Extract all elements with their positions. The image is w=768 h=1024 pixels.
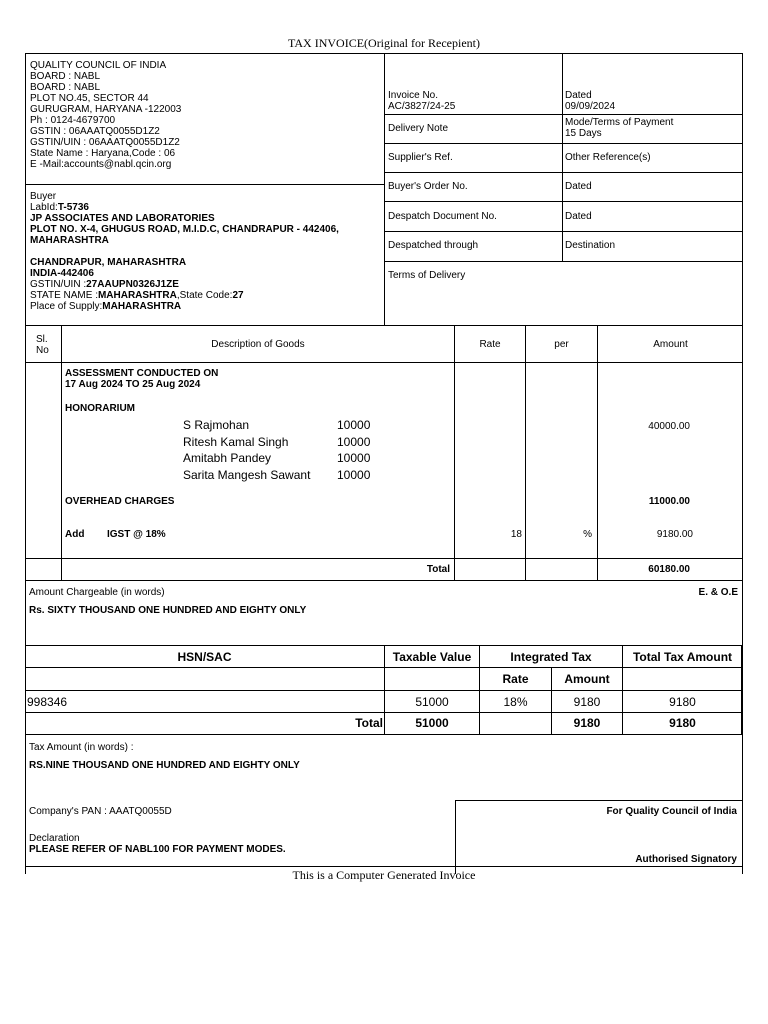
assessor-amount: 10000 — [337, 434, 371, 449]
assessor-amounts — [337, 417, 370, 483]
seller-phone: Ph : 0124-4679700 — [30, 115, 116, 126]
terms-of-delivery: Terms of Delivery — [388, 270, 466, 281]
taxable-value-header: Taxable Value — [392, 650, 472, 664]
hsn-total-label: Total — [355, 716, 383, 730]
buyer-address-line2: MAHARASHTRA — [30, 235, 109, 246]
taxable-value: 51000 — [415, 695, 449, 709]
goods-table — [25, 325, 743, 581]
seller-details — [30, 60, 181, 170]
buyer-name: JP ASSOCIATES AND LABORATORIES — [30, 213, 215, 224]
amount-in-words: Rs. SIXTY THOUSAND ONE HUNDRED AND EIGHTY ONLY — [29, 605, 307, 616]
total-tax-amount: 9180 — [669, 695, 696, 709]
seller-city: GURUGRAM, HARYANA -122003 — [30, 104, 182, 115]
igst-rate: 18 — [510, 529, 522, 540]
payment-terms: Mode/Terms of Payment 15 Days — [565, 117, 674, 139]
suppliers-ref: Supplier's Ref. — [388, 152, 453, 163]
hsn-code: 998346 — [27, 695, 68, 709]
col-header-rate: Rate — [479, 339, 501, 350]
amount-words-label: Amount Chargeable (in words) — [29, 587, 165, 598]
assessor-name: Ritesh Kamal Singh — [183, 434, 289, 449]
seller-board: BOARD : NABL — [30, 82, 101, 93]
seller-gstin-uin: GSTIN/UIN : 06AAATQ0055D1Z2 — [30, 137, 180, 148]
goods-total-label: Total — [426, 564, 450, 575]
tax-words-label: Tax Amount (in words) : — [29, 742, 134, 753]
seller-address: PLOT NO.45, SECTOR 44 — [30, 93, 149, 104]
tax-rate: 18% — [503, 695, 528, 709]
authorised-signatory: Authorised Signatory — [635, 854, 737, 865]
total-tax-header: Total Tax Amount — [632, 650, 733, 664]
add-label: Add — [65, 529, 85, 540]
tax-amount-header: Amount — [564, 672, 610, 686]
hsn-header: HSN/SAC — [177, 650, 232, 664]
computer-generated-note: This is a Computer Generated Invoice — [292, 868, 476, 882]
seller-gstin: GSTIN : 06AAATQ0055D1Z2 — [30, 126, 160, 137]
invoice-number: Invoice No. AC/3827/24-25 — [388, 90, 456, 112]
assessor-amount: 10000 — [337, 451, 371, 465]
col-header-sl: Sl. No — [36, 334, 49, 356]
buyer-country: INDIA-442406 — [30, 268, 94, 279]
buyer-labid: LabId:T-5736 — [30, 202, 89, 213]
buyer-gstin: GSTIN/UIN :27AAUPN0326J1ZE — [30, 279, 179, 290]
buyers-order-date: Dated — [565, 181, 592, 192]
buyer-place-of-supply: Place of Supply:MAHARASHTRA — [30, 301, 182, 312]
hsn-total-total-tax: 9180 — [669, 716, 696, 730]
assessor-name: Amitabh Pandey — [183, 451, 272, 465]
invoice-date: Dated 09/09/2024 — [565, 90, 616, 112]
seller-board: BOARD : NABL — [30, 71, 101, 82]
assessment-period: ASSESSMENT CONDUCTED ON 17 Aug 2024 TO 25 Aug 2024 — [65, 368, 219, 390]
assessor-names — [183, 417, 310, 483]
buyer-heading: Buyer — [30, 191, 57, 202]
company-pan: Company's PAN : AAATQ0055D — [29, 806, 172, 817]
col-header-description: Description of Goods — [211, 339, 305, 350]
assessor-name: S Rajmohan — [183, 418, 250, 432]
assessor-amount: 10000 — [337, 467, 371, 482]
seller-state: State Name : Haryana,Code : 06 — [30, 148, 176, 159]
igst-amount: 9180.00 — [656, 529, 693, 540]
col-header-amount: Amount — [653, 339, 688, 350]
honorarium-amount: 40000.00 — [648, 421, 690, 432]
assessor-name: Sarita Mangesh Sawant — [183, 467, 311, 482]
despatch-date: Dated — [565, 211, 592, 222]
destination: Destination — [565, 240, 616, 251]
for-company: For Quality Council of India — [606, 806, 737, 817]
buyer-details — [30, 191, 339, 312]
goods-total-amount: 60180.00 — [648, 564, 690, 575]
col-header-per: per — [554, 339, 569, 350]
hsn-total-tax-amount: 9180 — [573, 716, 601, 730]
despatched-through: Despatched through — [388, 240, 479, 251]
declaration: Declaration PLEASE REFER OF NABL100 FOR PAYMENT MODES. — [29, 833, 286, 855]
invoice-title: TAX INVOICE(Original for Recepient) — [288, 36, 480, 50]
buyer-city: CHANDRAPUR, MAHARASHTRA — [30, 257, 187, 268]
buyer-address-line1: PLOT NO. X-4, GHUGUS ROAD, M.I.D.C, CHANDRAPUR - 442406, — [30, 224, 339, 235]
igst-label: IGST @ 18% — [107, 529, 166, 540]
overhead-label: OVERHEAD CHARGES — [65, 496, 175, 507]
delivery-note: Delivery Note — [388, 123, 449, 134]
seller-name: QUALITY COUNCIL OF INDIA — [30, 60, 167, 71]
buyer-state: STATE NAME :MAHARASHTRA,State Code:27 — [30, 290, 244, 301]
eoe-label: E. & O.E — [698, 587, 738, 598]
assessor-amount: 10000 — [337, 418, 371, 432]
buyers-order: Buyer's Order No. — [388, 181, 468, 192]
integrated-tax-header: Integrated Tax — [510, 650, 592, 664]
igst-per: % — [583, 529, 592, 540]
tax-amount: 9180 — [573, 695, 601, 709]
despatch-document: Despatch Document No. — [388, 211, 497, 222]
hsn-total-taxable: 51000 — [415, 716, 449, 730]
honorarium-label: HONORARIUM — [65, 403, 135, 414]
tax-in-words: RS.NINE THOUSAND ONE HUNDRED AND EIGHTY ONLY — [29, 760, 300, 771]
seller-email: E -Mail:accounts@nabl.qcin.org — [30, 159, 172, 170]
other-references: Other Reference(s) — [565, 152, 651, 163]
tax-rate-header: Rate — [502, 672, 529, 686]
overhead-amount: 11000.00 — [648, 496, 690, 507]
